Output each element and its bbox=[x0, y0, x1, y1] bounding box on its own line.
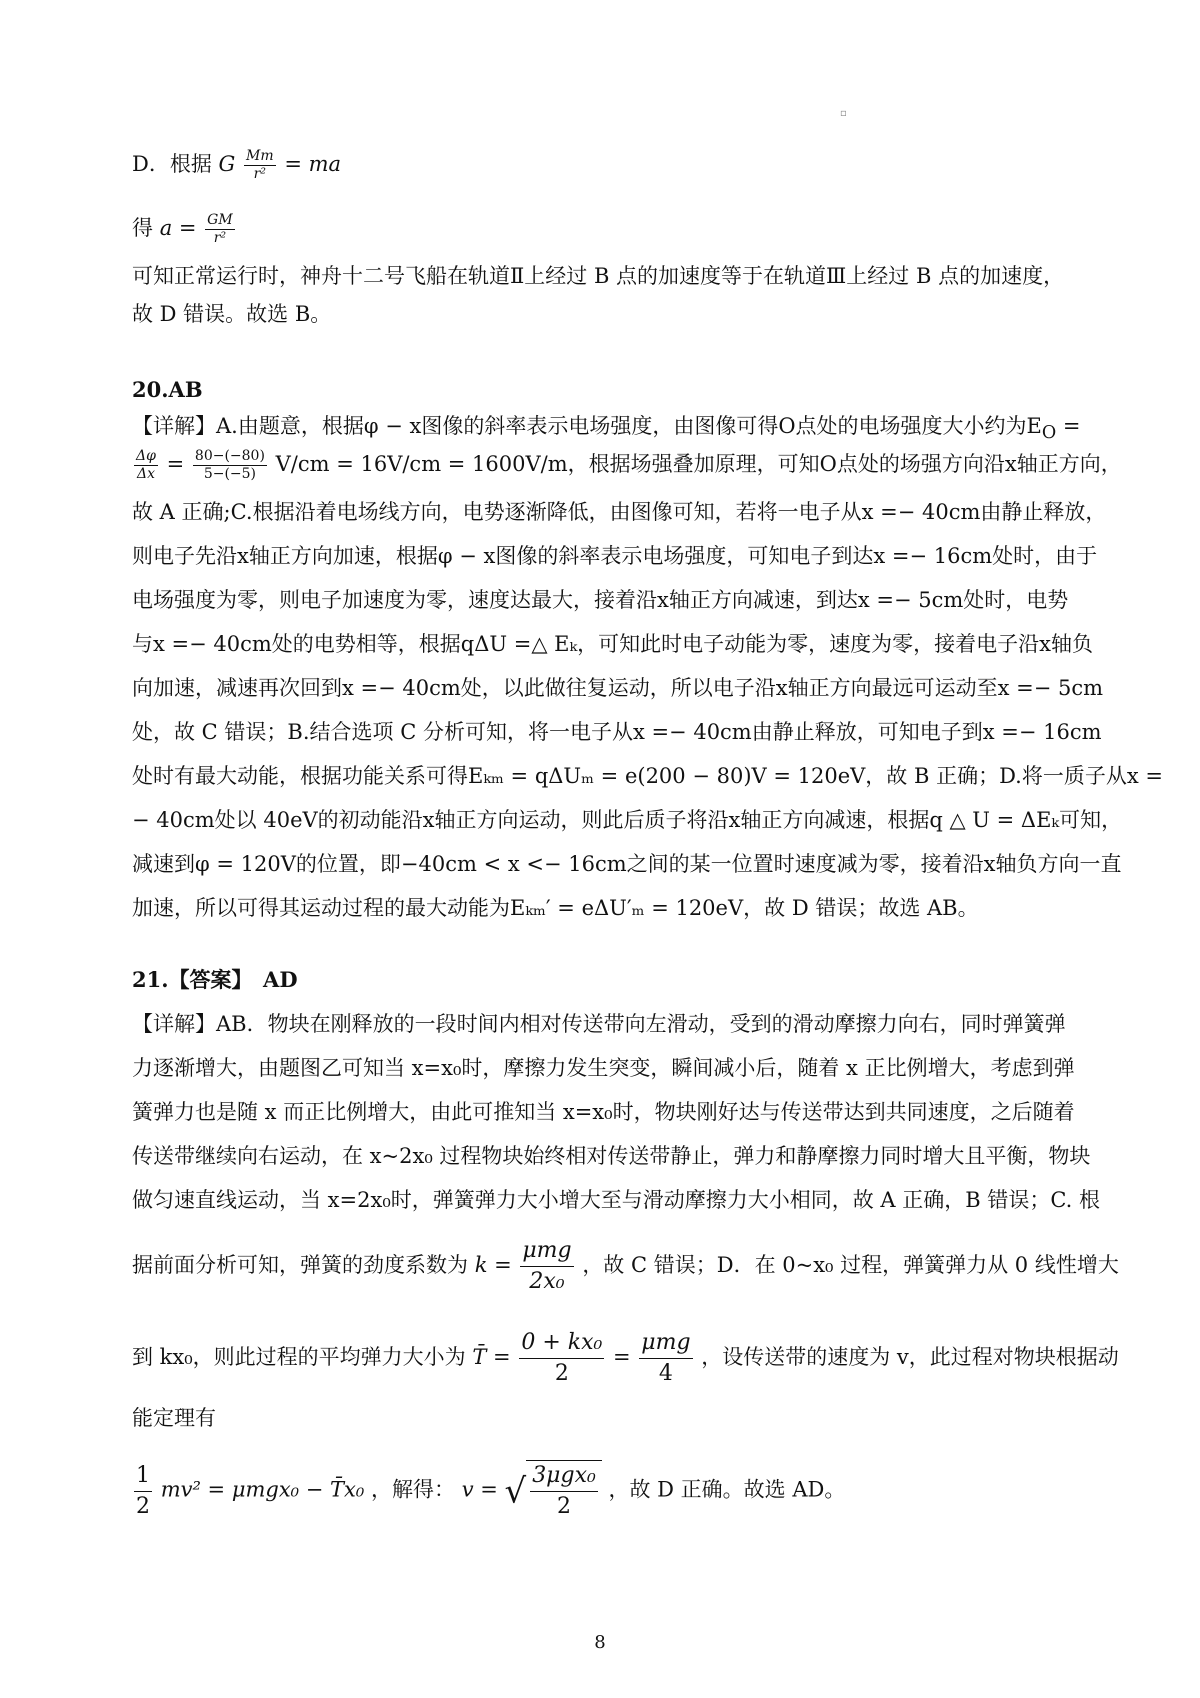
text: ，解得： bbox=[371, 1477, 455, 1502]
numerator: 0 + kx₀ bbox=[519, 1328, 604, 1359]
math: a = bbox=[159, 216, 197, 240]
numerator: μmg bbox=[520, 1236, 573, 1267]
denominator: Δx bbox=[136, 466, 155, 482]
fraction bbox=[244, 148, 276, 183]
fraction bbox=[134, 448, 158, 483]
text: 【详解】A.由题意，根据φ − x图像的斜率表示电场强度，由图像可得O点处的电场强度大小约为E bbox=[132, 414, 1042, 438]
solution-d-line2 bbox=[132, 212, 1072, 247]
q21-line7 bbox=[132, 1328, 1119, 1389]
q20-line3: 故 A 正确;C.根据沿着电场线方向，电势逐渐降低，由图像可知，若将一电子从x =− 40cm由静止释放， bbox=[132, 500, 1107, 524]
solution-d-conclusion: 可知正常运行时，神舟十二号飞船在轨道Ⅱ上经过 B 点的加速度等于在轨道Ⅲ上经过 B 点的加速度， bbox=[132, 264, 1065, 288]
q21-heading: 21.【答案】 AD bbox=[132, 967, 298, 992]
fraction bbox=[193, 448, 267, 483]
subscript: O bbox=[1041, 423, 1057, 444]
solution-d-final: 故 D 错误。故选 B。 bbox=[132, 302, 332, 326]
solution-d-line1 bbox=[132, 148, 1072, 183]
q20-line12: 加速，所以可得其运动过程的最大动能为Eₖₘ′ = eΔU′ₘ = 120eV，故 D 错误；故选 AB。 bbox=[132, 896, 979, 920]
text: D．根据 bbox=[132, 152, 212, 176]
math: G bbox=[218, 152, 236, 176]
math: k = bbox=[474, 1253, 512, 1277]
denominator: r² bbox=[213, 230, 227, 246]
fraction bbox=[205, 212, 235, 247]
fraction bbox=[520, 1236, 573, 1297]
text: 据前面分析可知，弹簧的劲度系数为 bbox=[132, 1253, 468, 1277]
math: = ma bbox=[284, 152, 342, 176]
numerator: Mm bbox=[246, 148, 274, 164]
q20-line2: $\frac{\Delta\varphi}{\Delta x}$ = $\frac{80-(-80)}{5-(-5)}$ V/cm = 16V/cm = 1600V/m，根据场强叠加原理，可知O点处的场强方向沿x轴正方向， bbox=[136, 448, 1122, 482]
text: V/cm = 16V/cm = 1600V/m，根据场强叠加原理，可知O点处的场强方向沿x轴正方向， bbox=[275, 452, 1122, 476]
q21-line6 bbox=[132, 1236, 1119, 1297]
square-root: √ $\frac{\text{3μgx₀}}{2}$ bbox=[505, 1460, 602, 1522]
q21-equation bbox=[132, 1460, 1072, 1522]
text: ，故 D 正确。故选 AD。 bbox=[608, 1477, 846, 1502]
numerator: μmg bbox=[639, 1328, 692, 1359]
numerator: 1 bbox=[134, 1461, 152, 1492]
fraction bbox=[519, 1328, 604, 1389]
q20-line6: 与x =− 40cm处的电势相等，根据qΔU =△ Eₖ，可知此时电子动能为零，速度为零，接着电子沿x轴负 bbox=[132, 632, 1094, 656]
math: v = bbox=[461, 1477, 498, 1502]
numerator: GM bbox=[207, 212, 233, 228]
q20-heading: 20.AB bbox=[132, 377, 203, 402]
fraction bbox=[134, 1461, 152, 1522]
page-number: 8 bbox=[594, 1632, 606, 1653]
text: 得 bbox=[132, 216, 153, 240]
q20-line4: 则电子先沿x轴正方向加速，根据φ − x图像的斜率表示电场强度，可知电子到达x =− 16cm处时，由于 bbox=[132, 544, 1098, 568]
denominator: 2 bbox=[554, 1361, 569, 1386]
denominator: 2x₀ bbox=[529, 1269, 565, 1294]
denominator: 2 bbox=[136, 1493, 150, 1519]
math: = bbox=[613, 1345, 631, 1369]
numerator: 80−(−80) bbox=[194, 448, 265, 464]
fraction bbox=[639, 1328, 692, 1389]
denominator: 4 bbox=[658, 1361, 673, 1386]
q20-line5: 电场强度为零，则电子加速度为零，速度达最大，接着沿x轴正方向减速，到达x =− 5cm处时，电势 bbox=[132, 588, 1069, 612]
fraction bbox=[530, 1461, 598, 1522]
q21-line8: 能定理有 bbox=[132, 1406, 216, 1430]
q21-line1: 【详解】AB．物块在刚释放的一段时间内相对传送带向左滑动，受到的滑动摩擦力向右，同时弹簧弹 bbox=[132, 1012, 1066, 1036]
q21-line3: 簧弹力也是随 x 而正比例增大，由此可推知当 x=x₀时，物块刚好达与传送带达到共同速度，之后随着 bbox=[132, 1100, 1075, 1124]
q20-line7: 向加速，减速再次回到x =− 40cm处，以此做往复运动，所以电子沿x轴正方向最远可运动至x =− 5cm bbox=[132, 676, 1104, 700]
math: mv² = μmgx₀ − T̄x₀ bbox=[160, 1477, 365, 1502]
text: ，故 C 错误；D．在 0~x₀ 过程，弹簧弹力从 0 线性增大 bbox=[582, 1253, 1119, 1277]
q20-line9: 处时有最大动能，根据功能关系可得Eₖₘ = qΔUₘ = e(200 − 80)V = 120eV，故 B 正确；D.将一质子从x = bbox=[132, 764, 1163, 788]
q21-line2: 力逐渐增大，由题图乙可知当 x=x₀时，摩擦力发生突变，瞬间减小后，随着 x 正比例增大，考虑到弹 bbox=[132, 1056, 1075, 1080]
q21-line4: 传送带继续向右运动，在 x~2x₀ 过程物块始终相对传送带静止，弹力和静摩擦力同时增大且平衡，物块 bbox=[132, 1144, 1091, 1168]
q20-line10: − 40cm处以 40eV的初动能沿x轴正方向运动，则此后质子将沿x轴正方向减速，根据q △ U = ΔEₖ可知， bbox=[132, 808, 1123, 832]
numerator: Δφ bbox=[136, 448, 156, 464]
math: T̄ = bbox=[472, 1345, 511, 1369]
denominator: r² bbox=[253, 166, 266, 182]
numerator: 3μgx₀ bbox=[530, 1461, 598, 1492]
denominator: 2 bbox=[556, 1494, 571, 1519]
q20-line1 bbox=[132, 412, 1081, 447]
text: = bbox=[1056, 414, 1081, 438]
q20-line8: 处，故 C 错误；B.结合选项 C 分析可知，将一电子从x =− 40cm由静止释放，可知电子到x =− 16cm bbox=[132, 720, 1102, 744]
denominator: 5−(−5) bbox=[203, 466, 257, 482]
q21-line5: 做匀速直线运动，当 x=2x₀时，弹簧弹力大小增大至与滑动摩擦力大小相同，故 A 正确，B 错误；C. 根 bbox=[132, 1188, 1101, 1212]
text: ，设传送带的速度为 v，此过程对物块根据动 bbox=[701, 1345, 1119, 1369]
scan-dot: ▫ bbox=[840, 108, 847, 119]
q20-line11: 减速到φ = 120V的位置，即−40cm < x <− 16cm之间的某一位置时速度减为零，接着沿x轴负方向一直 bbox=[132, 852, 1122, 876]
text: 到 kx₀，则此过程的平均弹力大小为 bbox=[132, 1345, 466, 1369]
